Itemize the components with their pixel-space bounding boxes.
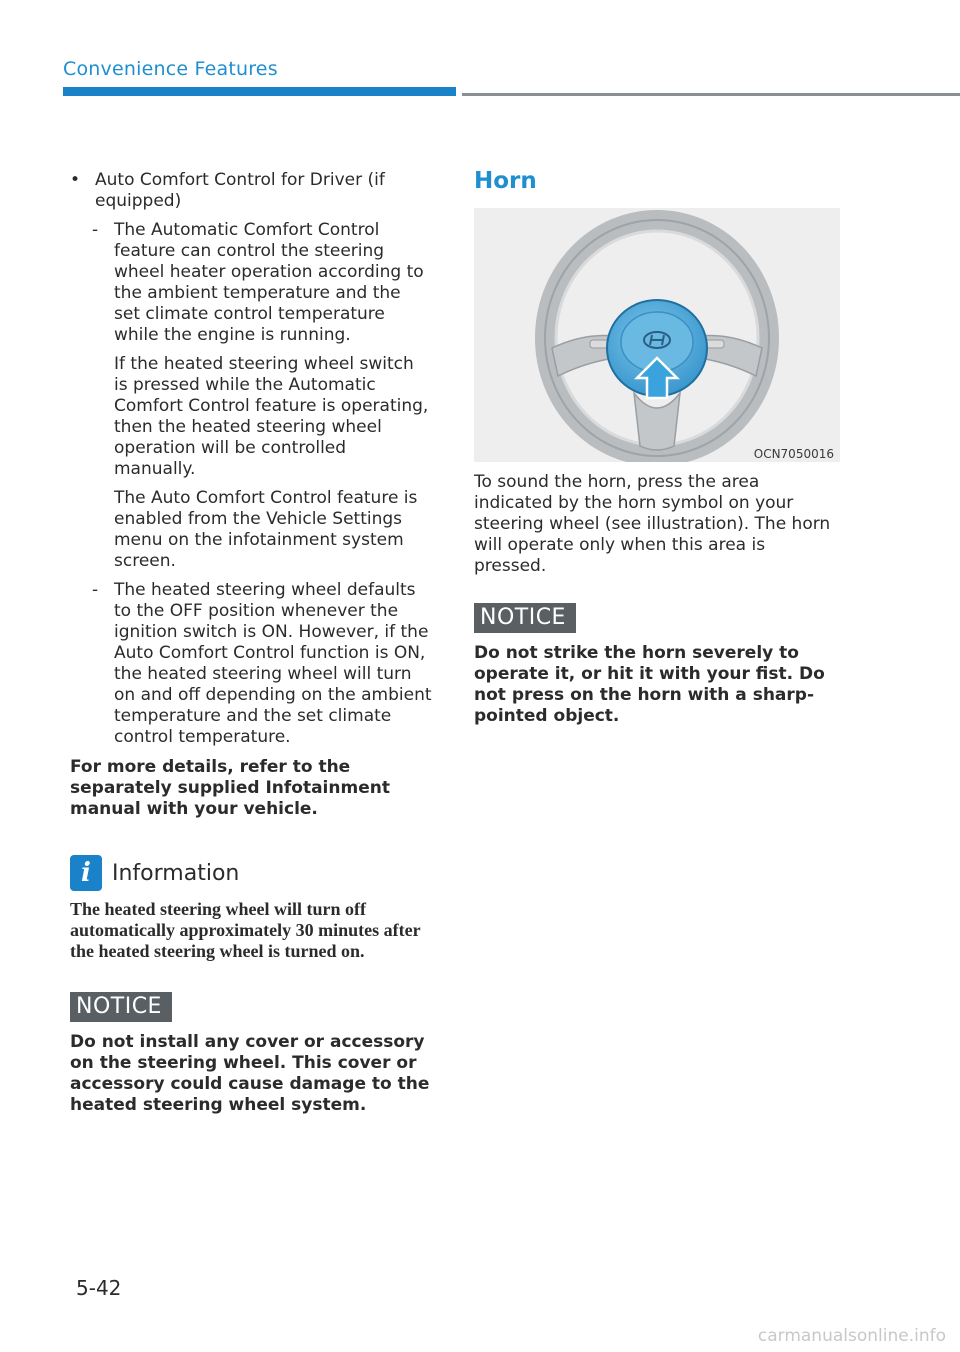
info-label: Information [112,860,240,886]
dash-subpara: The Auto Comfort Control feature is enabled from the Vehicle Settings menu on the infotainment system screen. [114,488,418,571]
section-title: Convenience Features [63,58,278,80]
figure-code: OCN7050016 [753,447,834,461]
page-number: 5-42 [76,1276,122,1300]
steering-wheel-illustration [474,208,840,462]
header-bar-grey [462,93,960,96]
dash-item-2 [70,580,432,748]
notice-body: Do not strike the horn severely to operate it, or hit it with your fist. Do not press on the horn with a sharp-pointed object. [474,643,825,726]
dash-item-text: The heated steering wheel defaults to the OFF position whenever the ignition switch is ON. However, if the Auto Comfort Control function is ON, the heated steering wheel will turn on and off depending on the ambient temperature and the set climate control temperature. [114,580,432,747]
right-column [474,168,840,744]
notice-badge: NOTICE [70,992,172,1022]
info-body: The heated steering wheel will turn off automatically approximately 30 minutes after the heated steering wheel is turned on. [70,899,421,961]
bullet-item [70,170,432,212]
header-bar-blue [63,87,456,96]
notice-body: Do not install any cover or accessory on the steering wheel. This cover or accessory could cause damage to the heated steering wheel system. [70,1032,430,1115]
bullet-dot: • [70,170,81,190]
info-heading [70,855,432,891]
dash-item-1 [70,220,432,346]
left-column [70,170,432,1133]
dash-item-text: The Automatic Comfort Control feature can control the steering wheel heater operation according to the ambient temperature and the set climate control temperature while the engine is running. [114,220,424,345]
bullet-text: Auto Comfort Control for Driver (if equipped) [95,170,385,211]
dash-mark: - [92,220,99,240]
horn-paragraph: To sound the horn, press the area indicated by the horn symbol on your steering wheel (see illustration). The horn will operate only when this area is pressed. [474,472,831,576]
bold-note: For more details, refer to the separately supplied Infotainment manual with your vehicle. [70,757,390,819]
notice-badge: NOTICE [474,603,576,633]
horn-title: Horn [474,168,537,194]
steering-wheel-figure [474,208,840,462]
footer-url[interactable]: carmanualsonline.info [757,1326,946,1346]
dash-subpara: If the heated steering wheel switch is pressed while the Automatic Comfort Control feature is operating, then the heated steering wheel operation will be controlled manually. [114,354,429,479]
info-icon: i [70,855,102,891]
dash-mark: - [92,580,99,600]
